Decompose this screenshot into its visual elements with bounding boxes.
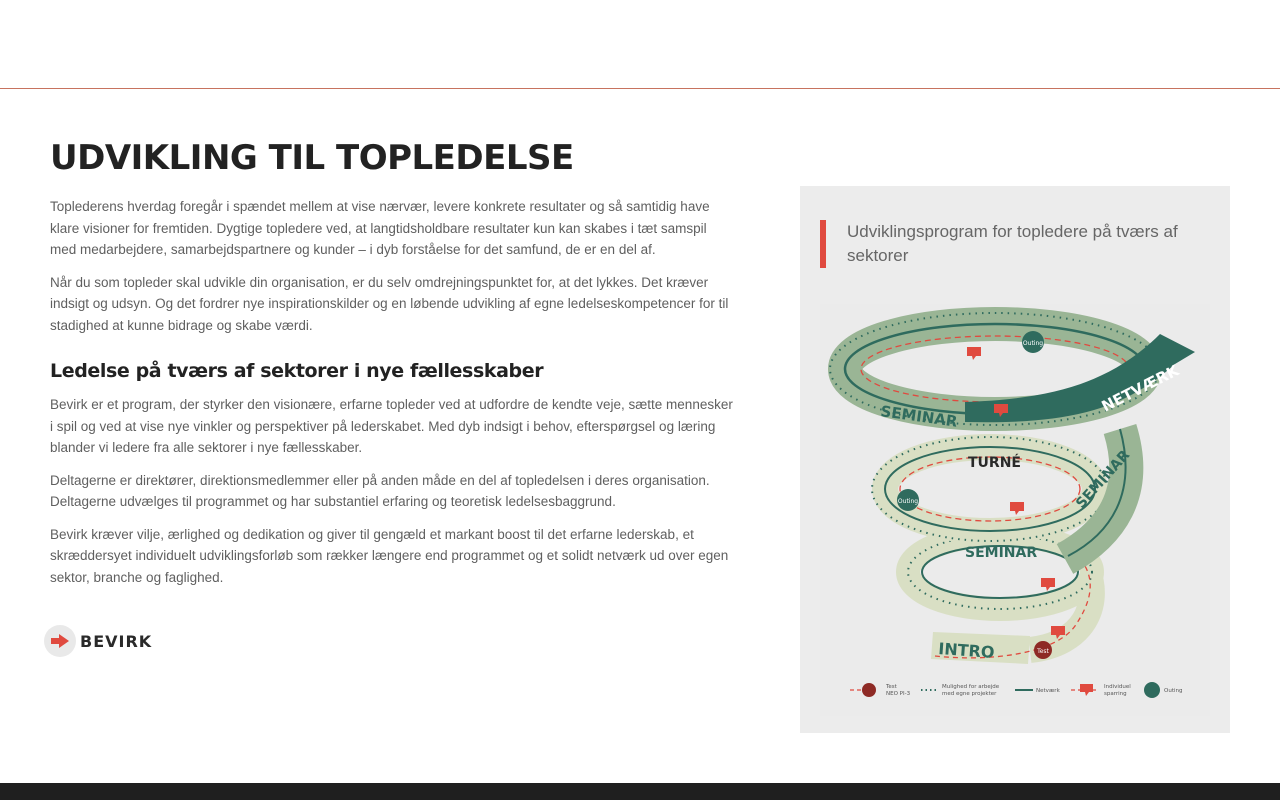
intro-label: INTRO bbox=[937, 639, 996, 662]
intro-paragraph-2: Når du som topleder skal udvikle din organisation, er du selv omdrejningspunktet for, at det lykkes. Det kræver indsigt og udsyn. Og det fordrer nye inspirationskilder og en løbende udvikling af egne ledelseskompetencer for til stadighed at kunne bidrage og skabe værdi. bbox=[50, 274, 729, 333]
section-paragraph-1: Bevirk er et program, der styrker den visionære, erfarne topleder ved at udfordre de kendte veje, sætte mennesker i spil og ved at vise nye vinkler og perspektiver på lederskabet. Med dyb indsigt i behov, efterspørgsel og læring blander vi ledere fra alle sektorer i nye fællesskaber. bbox=[50, 397, 733, 455]
legend-outing: Outing bbox=[1164, 688, 1183, 694]
outing-marker-top-label: Outing bbox=[1022, 340, 1044, 347]
legend-mulighed-line2: med egne projekter bbox=[942, 691, 997, 697]
section-paragraph-3: Bevirk kræver vilje, ærlighed og dedikation og giver til gengæld et markant boost til det erfarne lederskab, et skræddersyet individuelt udviklingsforløb som rækker længere end programmet og et solidt netværk ud over egen sektor, branche og faglighed. bbox=[50, 526, 729, 585]
footer-bar bbox=[0, 783, 1280, 800]
legend-sparring-line2: sparring bbox=[1104, 691, 1127, 697]
seminar-top-label: SEMINAR bbox=[879, 402, 959, 431]
program-quote: Udviklingsprogram for topledere på tværs af sektorer bbox=[820, 220, 1217, 268]
arrow-right-icon bbox=[44, 625, 76, 657]
section-heading: Ledelse på tværs af sektorer i nye fællesskaber bbox=[50, 360, 544, 382]
section-paragraph-2: Deltagerne er direktører, direktionsmedlemmer eller på anden måde en del af topledelsen i deres organisation. Deltagerne udvælges til programmet og har substantiel erfaring og teoretisk ledelsesbaggrund. bbox=[50, 472, 710, 509]
netvaerk-label: NETVÆRK bbox=[1098, 361, 1182, 416]
outing-marker-mid-label: Outing bbox=[897, 498, 919, 505]
test-marker bbox=[1034, 641, 1052, 659]
program-spiral-figure bbox=[820, 304, 1210, 716]
page-title: UDVIKLING TIL TOPLEDELSE bbox=[50, 138, 574, 178]
header-divider bbox=[0, 88, 1280, 89]
seminar-mid-label: SEMINAR bbox=[965, 545, 1038, 561]
legend-test-line2: NEO PI-3 bbox=[886, 691, 911, 697]
legend-sparring-line1: Individuel bbox=[1104, 684, 1131, 690]
turne-label: TURNÉ bbox=[968, 455, 1021, 471]
legend-test-line1: Test bbox=[886, 684, 897, 690]
bevirk-link-label: BEVIRK bbox=[80, 631, 153, 651]
intro-paragraph-1: Toplederens hverdag foregår i spændet mellem at vise nærvær, levere konkrete resultater og så samtidig have klare visioner for fremtiden. Dygtige topledere ved, at langtidsholdbare resultater kun kan skabes i tæt samspil med medarbejdere, samarbejdspartnere og kunder – i dyb forståelse for det samfund, de er en del af. bbox=[50, 199, 710, 257]
outing-marker-top bbox=[1022, 331, 1044, 353]
legend-netvaerk: Netværk bbox=[1036, 688, 1060, 694]
bevirk-link[interactable] bbox=[44, 625, 152, 657]
program-panel bbox=[800, 186, 1230, 733]
main-content bbox=[50, 196, 735, 599]
outing-marker-mid bbox=[897, 489, 919, 511]
legend-mulighed-line1: Mulighed for arbejde bbox=[942, 684, 1000, 690]
test-marker-label: Test bbox=[1037, 648, 1049, 655]
seminar-right-label: SEMINAR bbox=[1073, 447, 1134, 512]
